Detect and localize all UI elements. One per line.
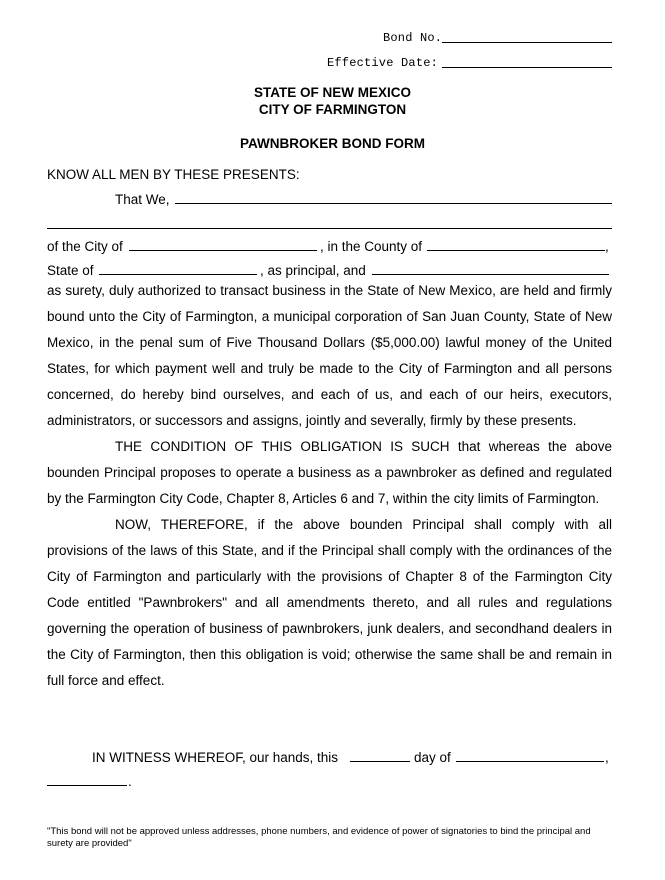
witness-comma: , [605, 750, 609, 765]
witness-month-field[interactable] [456, 761, 604, 762]
effective-date-field[interactable] [442, 67, 612, 68]
city-label: of the City of [47, 239, 123, 254]
bond-body [47, 278, 612, 694]
effective-date-label: Effective Date: [327, 56, 439, 70]
state-title: STATE OF NEW MEXICO [254, 85, 411, 100]
state-label: State of [47, 263, 94, 278]
footnote: "This bond will not be approved unless addresses, phone numbers, and evidence of power of signatories to bind the principal and surety are provided" [47, 826, 591, 849]
witness-day-field[interactable] [350, 761, 410, 762]
county-field[interactable] [427, 250, 605, 251]
witness-text: IN WITNESS WHEREOF, our hands, this [92, 750, 339, 765]
obligor-name-field-line2[interactable] [47, 228, 612, 229]
surety-name-field[interactable] [372, 274, 609, 275]
city-field[interactable] [129, 250, 317, 251]
city-title: CITY OF FARMINGTON [258, 102, 407, 117]
witness-year-field[interactable] [47, 785, 127, 786]
county-label: , in the County of [320, 239, 423, 254]
state-field[interactable] [99, 274, 257, 275]
bond-no-field[interactable] [442, 42, 612, 43]
condition-paragraph: THE CONDITION OF THIS OBLIGATION IS SUCH that whereas the above bounden Principal proposes to operate a business as a pawnbroker as defined and regulated by the Farmington City Code, Chapter 8, Articles 6 and 7, within the city limits of Farmington. [47, 439, 612, 506]
therefore-paragraph: NOW, THEREFORE, if the above bounden Principal shall comply with all provisions of the laws of this State, and if the Principal shall comply with the ordinances of the City of Farmington and particularly with the provisions of Chapter 8 of the Farmington City Code entitled "Pawnbrokers" and all amendments thereto, and all rules and regulations governing the operation of business of pawnbrokers, junk dealers, and secondhand dealers in the City of Farmington, then this obligation is void; otherwise the same shall be and remain in full force and effect. [47, 517, 612, 688]
county-comma: , [605, 239, 609, 254]
witness-period: . [128, 774, 132, 789]
form-title: PAWNBROKER BOND FORM [240, 136, 425, 151]
surety-paragraph: as surety, duly authorized to transact business in the State of New Mexico, are held and firmly bound unto the City of Farmington, a municipal corporation of San Juan County, State of New Mexico, in the penal sum of Five Thousand Dollars ($5,000.00) lawful money of the United States, for which payment well and truly be made to the City of Farmington and all persons concerned, do hereby bind ourselves, and each of us, and each of our heirs, executors, administrators, or successors and assigns, jointly and severally, firmly by these presents. [47, 283, 612, 428]
bond-no-label: Bond No. [383, 31, 443, 45]
know-all-men: KNOW ALL MEN BY THESE PRESENTS: [47, 167, 300, 182]
principal-label: , as principal, and [260, 263, 366, 278]
obligor-name-field[interactable] [175, 203, 612, 204]
day-of-label: day of [414, 750, 451, 765]
that-we-label: That We, [115, 192, 170, 207]
